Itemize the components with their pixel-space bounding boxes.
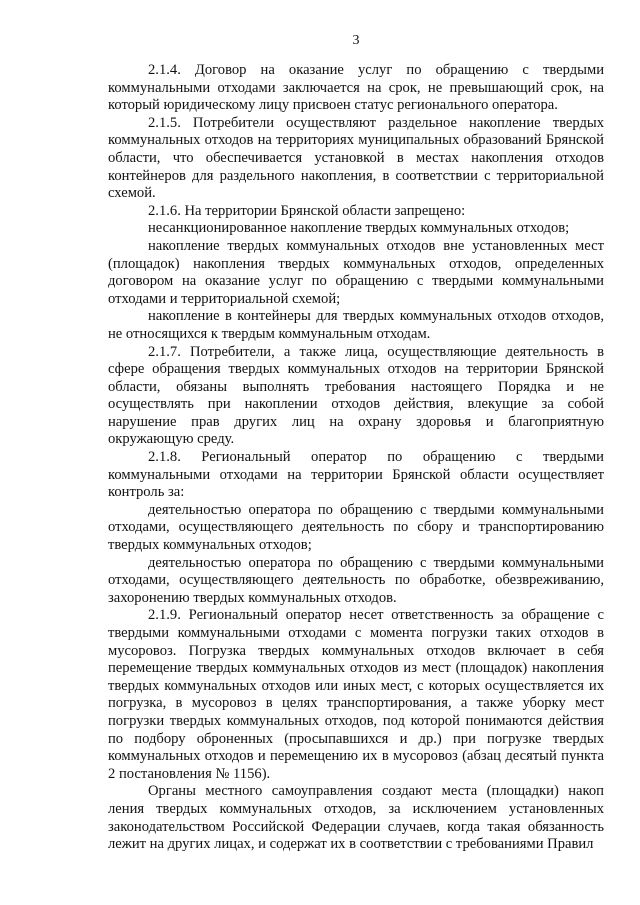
document-body	[108, 62, 604, 854]
paragraph-2-1-4: 2.1.4. Договор на оказание услуг по обращению с твердыми коммунальными отходами заключается на срок, не превышающий срок, на который юридическому лицу присвоен статус регионального оператора.	[108, 62, 604, 114]
list-item-non-msw-in-containers: накопление в контейнеры для твердых коммунальных отходов отходов, не относящихся к твердым коммунальным отходам.	[108, 308, 604, 342]
paragraph-2-1-6: 2.1.6. На территории Брянской области запрещено:	[148, 202, 466, 219]
page-number: 3	[352, 33, 360, 48]
paragraph-local-authorities: Органы местного самоуправления создают места (площадки) накоп ления твердых коммунальных отходов, за исключением установленных законодательством Российской Федерации случаев, когда такая обязанность лежит на других лицах, и содержат их в соответствии с требованиями Правил	[108, 783, 604, 853]
list-item-processing-operator-control: деятельностью оператора по обращению с твердыми коммунальными отходами, осуществляющего деятельность по обработке, обезвреживанию, захоронению твердых коммунальных отходов.	[108, 554, 604, 606]
paragraph-2-1-7: 2.1.7. Потребители, а также лица, осуществляющие деятельность в сфере обращения твердых коммунальных отходов на территории Брянской области, обязаны выполнять требования настоящего Порядка и не осуществлять при накоплении отходов действия, влекущие за собой нарушение прав других лиц на охрану здоровья и благоприятную окружающую среду.	[108, 343, 604, 448]
paragraph-2-1-5: 2.1.5. Потребители осуществляют раздельное накопление твердых коммунальных отходов на территориях муниципальных образований Брянской области, что обеспечивается установкой в местах накопления отходов контейнеров для раздельного накопления, в соответствии с территориальной схемой.	[108, 114, 604, 202]
paragraph-2-1-8: 2.1.8. Региональный оператор по обращению с твердыми коммунальными отходами на территории Брянской области осуществляет контроль за:	[108, 449, 604, 501]
list-item-unauthorized-accumulation: несанкционированное накопление твердых коммунальных отходов;	[148, 220, 570, 237]
list-item-accumulation-outside-sites: накопление твердых коммунальных отходов вне установленных мест (площадок) накопления твердых коммунальных отходов, определенных договором на оказание услуг по обращению с твердыми коммунальными отходами и территориальной схемой;	[108, 237, 604, 307]
list-item-collection-operator-control: деятельностью оператора по обращению с твердыми коммунальными отходами, осуществляющего деятельность по сбору и транспортированию твердых коммунальных отходов;	[108, 501, 604, 554]
paragraph-2-1-9: 2.1.9. Региональный оператор несет ответственность за обращение с твердыми коммунальными отходами с момента погрузки таких отходов в мусоровоз. Погрузка твердых коммунальных отходов включает в себя перемещение твердых коммунальных отходов из мест (площадок) накопления твердых коммунальных отходов или иных мест, с которых осуществляется их погрузка, в мусоровоз в целях транспортирования, а также уборку мест погрузки твердых коммунальных отходов, под которой понимаются действия по подбору оброненных (просыпавшихся и др.) при погрузке твердых коммунальных отходов и перемещению их в мусоровоз (абзац десятый пункта 2 постановления № 1156).	[108, 607, 604, 782]
